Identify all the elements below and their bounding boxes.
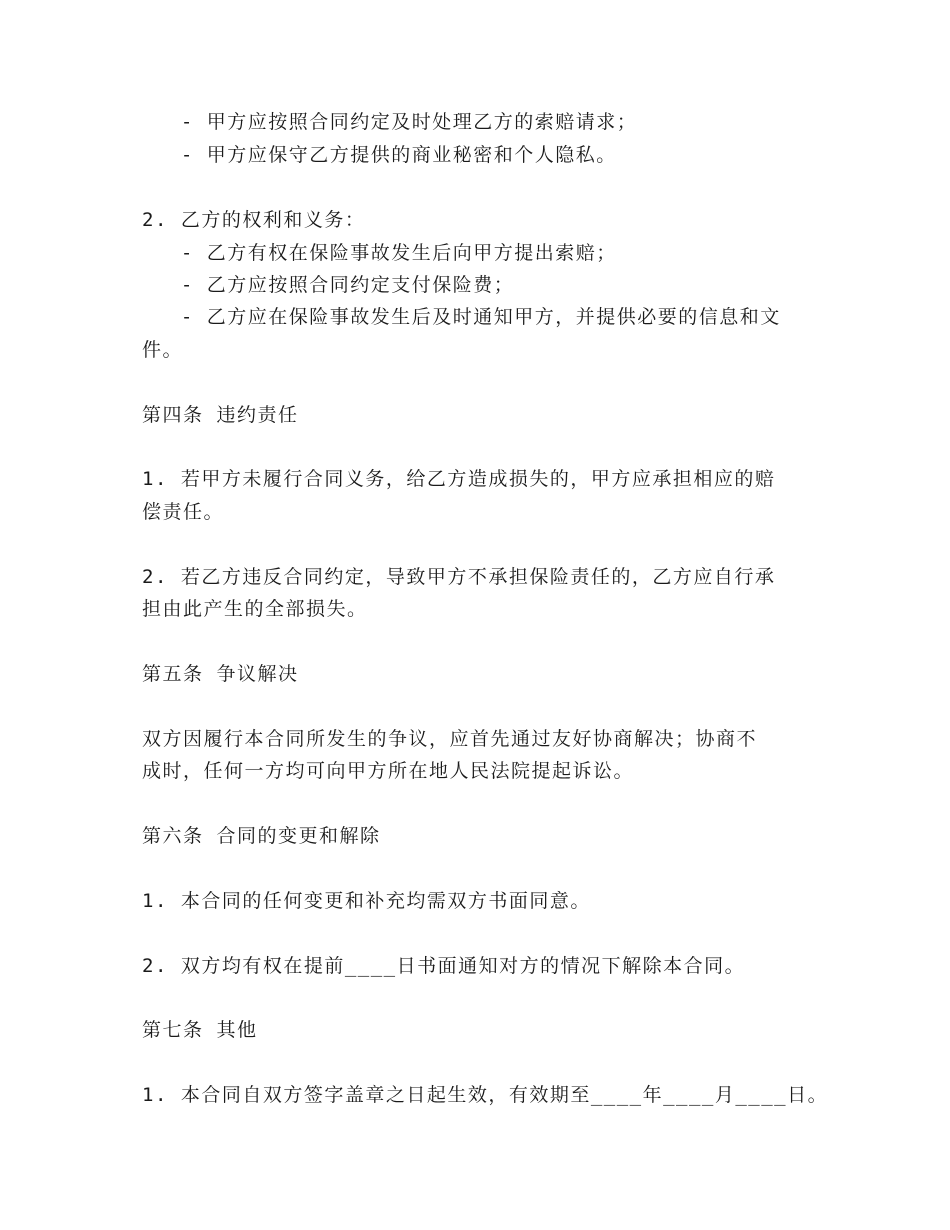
clause-line: 担由此产生的全部损失。	[142, 598, 368, 620]
clause-line: 双方因履行本合同所发生的争议，应首先通过友好协商解决；协商不	[142, 728, 758, 750]
section-heading: 第四条 违约责任	[142, 404, 299, 426]
clause-line: 件。	[142, 339, 184, 361]
section-heading: 第七条 其他	[142, 1019, 258, 1041]
clause-line: 2. 双方均有权在提前____日书面通知对方的情况下解除本合同。	[142, 955, 746, 977]
clause-line: - 甲方应保守乙方提供的商业秘密和个人隐私。	[142, 144, 617, 166]
clause-line: - 乙方应按照合同约定支付保险费；	[142, 274, 515, 296]
section-heading: 第五条 争议解决	[142, 663, 299, 685]
clause-line: - 甲方应按照合同约定及时处理乙方的索赔请求；	[142, 111, 638, 133]
clause-line: 1. 本合同的任何变更和补充均需双方书面同意。	[142, 890, 591, 912]
clause-line: 1. 若甲方未履行合同义务，给乙方造成损失的，甲方应承担相应的赔	[142, 468, 776, 490]
section-heading: 第六条 合同的变更和解除	[142, 825, 381, 847]
clause-line: - 乙方应在保险事故发生后及时通知甲方，并提供必要的信息和文	[142, 306, 781, 328]
clause-line: 2. 乙方的权利和义务：	[142, 209, 366, 231]
clause-line: 偿责任。	[142, 501, 225, 523]
clause-line: 2. 若乙方违反合同约定，导致甲方不承担保险责任的，乙方应自行承	[142, 566, 776, 588]
clause-line: 成时，任何一方均可向甲方所在地人民法院提起诉讼。	[142, 760, 635, 782]
clause-line: - 乙方有权在保险事故发生后向甲方提出索赔；	[142, 242, 617, 264]
clause-line: 1. 本合同自双方签字盖章之日起生效，有效期至____年____月____日。	[142, 1084, 829, 1106]
